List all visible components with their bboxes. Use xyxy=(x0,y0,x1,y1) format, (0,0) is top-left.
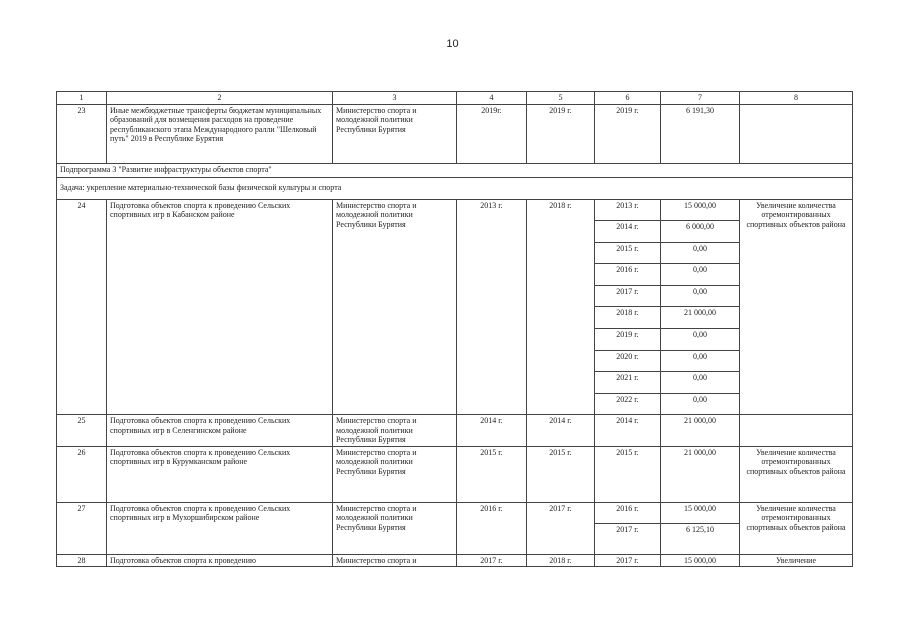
end-year: 2014 г. xyxy=(527,415,595,447)
row-number: 23 xyxy=(57,104,107,163)
header-cell: 6 xyxy=(595,92,661,105)
start-year: 2015 г. xyxy=(457,446,527,502)
finance-value: 21 000,00 xyxy=(661,446,740,502)
finance-year: 2017 г. xyxy=(595,285,661,307)
header-cell: 5 xyxy=(527,92,595,105)
start-year: 2017 г. xyxy=(457,554,527,567)
measure-name: Подготовка объектов спорта к проведению Сельских спортивных игр в Курумканском районе xyxy=(107,446,333,502)
finance-value: 0,00 xyxy=(661,350,740,372)
start-year: 2016 г. xyxy=(457,502,527,554)
finance-value: 0,00 xyxy=(661,329,740,351)
finance-value: 21 000,00 xyxy=(661,307,740,329)
row-number: 28 xyxy=(57,554,107,567)
finance-year: 2017 г. xyxy=(595,523,661,554)
measure-name: Подготовка объектов спорта к проведению Сельских спортивных игр в Селенгинском районе xyxy=(107,415,333,447)
task-title: Задача: укрепление материально-технической базы физической культуры и спорта xyxy=(57,177,853,199)
finance-year: 2017 г. xyxy=(595,554,661,567)
finance-value: 6 000,00 xyxy=(661,221,740,243)
header-row xyxy=(57,92,853,105)
ministry: Министерство спорта и молодежной политики Республики Бурятия xyxy=(333,446,457,502)
finance-year: 2014 г. xyxy=(595,221,661,243)
end-year: 2019 г. xyxy=(527,104,595,163)
row-number: 27 xyxy=(57,502,107,554)
finance-value: 0,00 xyxy=(661,393,740,415)
expected-result: Увеличение xyxy=(740,554,853,567)
end-year: 2015 г. xyxy=(527,446,595,502)
finance-value: 0,00 xyxy=(661,372,740,394)
finance-year: 2022 г. xyxy=(595,393,661,415)
expected-result xyxy=(740,415,853,447)
header-cell: 8 xyxy=(740,92,853,105)
finance-year: 2016 г. xyxy=(595,264,661,286)
finance-value: 15 000,00 xyxy=(661,502,740,523)
row-number: 26 xyxy=(57,446,107,502)
ministry: Министерство спорта и молодежной политики Республики Бурятия xyxy=(333,199,457,415)
finance-value: 0,00 xyxy=(661,285,740,307)
measure-name: Иные межбюджетные трансферты бюджетам муниципальных образований для возмещения расходов на проведение республиканского этапа Международного ралли "Шелковый путь" 2019 в Республике Бурятия xyxy=(107,104,333,163)
start-year: 2013 г. xyxy=(457,199,527,415)
end-year: 2018 г. xyxy=(527,199,595,415)
finance-year: 2015 г. xyxy=(595,446,661,502)
measure-name: Подготовка объектов спорта к проведению Сельских спортивных игр в Мухоршибирском районе xyxy=(107,502,333,554)
table-row xyxy=(57,502,853,523)
finance-year: 2020 г. xyxy=(595,350,661,372)
table-row xyxy=(57,415,853,447)
finance-year: 2014 г. xyxy=(595,415,661,447)
header-cell: 3 xyxy=(333,92,457,105)
end-year: 2017 г. xyxy=(527,502,595,554)
measure-name: Подготовка объектов спорта к проведению Сельских спортивных игр в Кабанском районе xyxy=(107,199,333,415)
subprogram-row xyxy=(57,163,853,177)
end-year: 2018 г. xyxy=(527,554,595,567)
finance-year: 2019 г. xyxy=(595,329,661,351)
finance-year: 2021 г. xyxy=(595,372,661,394)
finance-year: 2013 г. xyxy=(595,199,661,221)
finance-year: 2019 г. xyxy=(595,104,661,163)
finance-value: 15 000,00 xyxy=(661,554,740,567)
row-number: 24 xyxy=(57,199,107,415)
header-cell: 1 xyxy=(57,92,107,105)
expected-result: Увеличение количества отремонтированных спортивных объектов района xyxy=(740,446,853,502)
expected-result: Увеличение количества отремонтированных спортивных объектов района xyxy=(740,199,853,415)
table-row xyxy=(57,446,853,502)
finance-value: 6 125,10 xyxy=(661,523,740,554)
finance-year: 2018 г. xyxy=(595,307,661,329)
subprogram-title: Подпрограмма 3 "Развитие инфраструктуры объектов спорта" xyxy=(57,163,853,177)
table-row xyxy=(57,554,853,567)
finance-year: 2015 г. xyxy=(595,242,661,264)
start-year: 2019г. xyxy=(457,104,527,163)
finance-value: 6 191,30 xyxy=(661,104,740,163)
expected-result: Увеличение количества отремонтированных спортивных объектов района xyxy=(740,502,853,554)
finance-year: 2016 г. xyxy=(595,502,661,523)
program-table xyxy=(56,91,853,567)
page-number: 10 xyxy=(446,38,459,50)
finance-value: 0,00 xyxy=(661,264,740,286)
ministry: Министерство спорта и молодежной политики Республики Бурятия xyxy=(333,502,457,554)
header-cell: 4 xyxy=(457,92,527,105)
finance-value: 15 000,00 xyxy=(661,199,740,221)
ministry: Министерство спорта и молодежной политики Республики Бурятия xyxy=(333,415,457,447)
measure-name: Подготовка объектов спорта к проведению xyxy=(107,554,333,567)
ministry: Министерство спорта и молодежной политики Республики Бурятия xyxy=(333,104,457,163)
task-row xyxy=(57,177,853,199)
row-number: 25 xyxy=(57,415,107,447)
table-row xyxy=(57,199,853,221)
table-row xyxy=(57,104,853,163)
expected-result xyxy=(740,104,853,163)
header-cell: 7 xyxy=(661,92,740,105)
finance-value: 0,00 xyxy=(661,242,740,264)
ministry: Министерство спорта и xyxy=(333,554,457,567)
header-cell: 2 xyxy=(107,92,333,105)
finance-value: 21 000,00 xyxy=(661,415,740,447)
start-year: 2014 г. xyxy=(457,415,527,447)
